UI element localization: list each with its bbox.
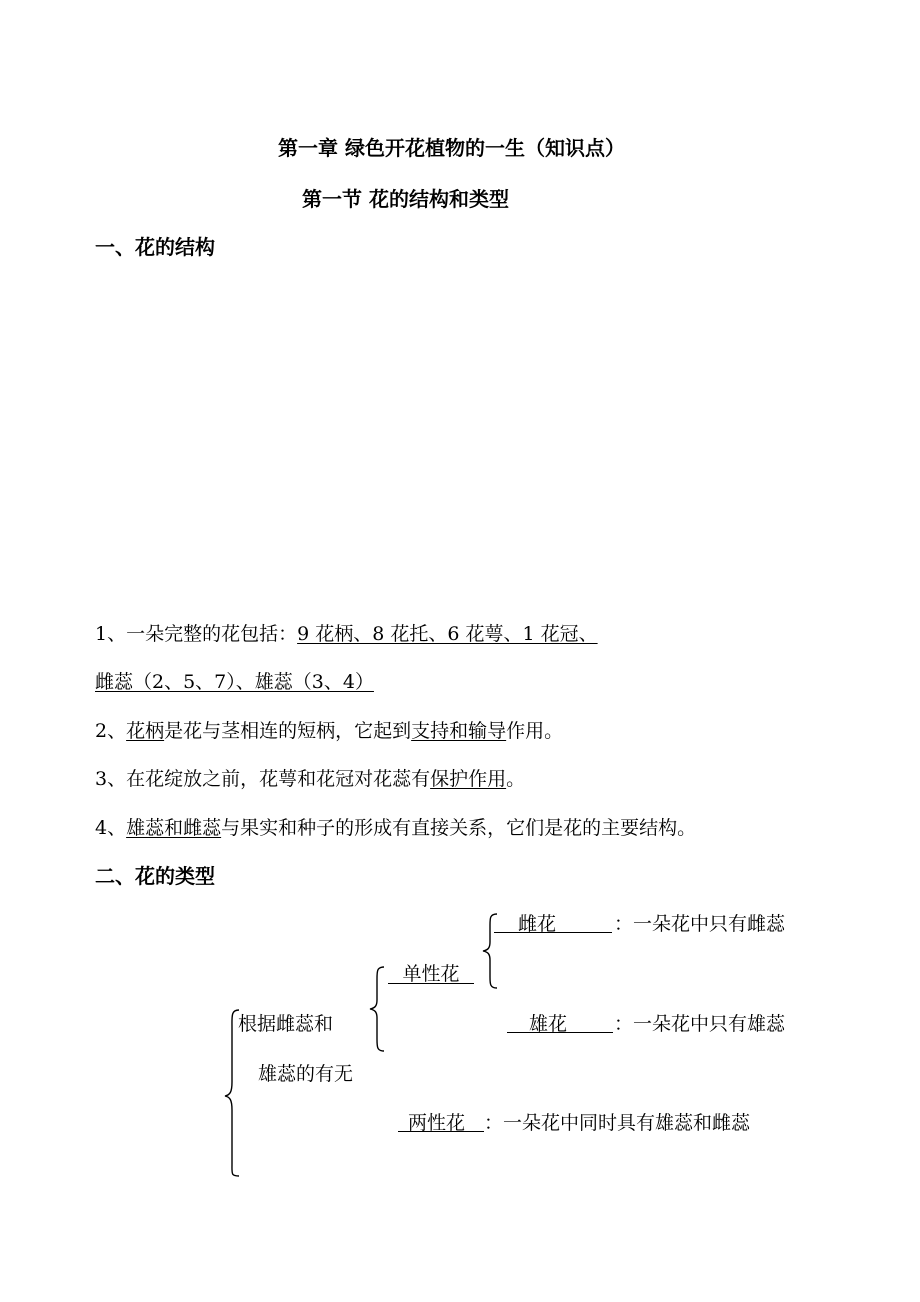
item-2-answer-2: 支持和输导 <box>411 720 507 742</box>
item-2-text: 是花与茎相连的短柄，它起到 <box>164 720 412 742</box>
female-flower-description: ：一朵花中只有雌蕊 <box>614 913 786 935</box>
item-3-prefix: 3、在花绽放之前，花萼和花冠对花蕊有 <box>95 768 431 790</box>
item-1-prefix: 1、一朵完整的花包括： <box>95 623 298 645</box>
item-1-line-1 <box>95 619 598 646</box>
section-heading-types: 二、花的类型 <box>95 864 215 888</box>
item-3-suffix: 。 <box>506 768 526 790</box>
item-2-suffix: 作用。 <box>506 720 564 742</box>
bisexual-flower-label: 两性花 <box>398 1108 484 1132</box>
item-3-answer: 保护作用 <box>430 768 507 790</box>
diagram-root-line-1: 根据雌蕊和 <box>238 1013 334 1035</box>
section-subtitle: 第一节 花的结构和类型 <box>302 187 509 211</box>
male-flower-label: 雄花 <box>507 1009 613 1033</box>
item-1-answer-line-2: 雌蕊（2、5、7）、雄蕊（3、4） <box>95 671 374 693</box>
item-2-answer-1: 花柄 <box>126 720 165 742</box>
item-4 <box>95 813 696 840</box>
item-3 <box>95 764 525 791</box>
female-flower-label: 雌花 <box>494 909 612 933</box>
item-1-line-2 <box>95 667 374 694</box>
item-1-answer-line-1: 9 花柄、8 花托、6 花萼、1 花冠、 <box>297 623 598 645</box>
diagram-root-line-2: 雄蕊的有无 <box>258 1063 354 1085</box>
page-title: 第一章 绿色开花植物的一生（知识点） <box>278 136 625 160</box>
item-4-answer: 雄蕊和雌蕊 <box>126 817 222 839</box>
unisexual-brace <box>367 965 387 1053</box>
item-2-prefix: 2、 <box>95 720 127 742</box>
item-4-suffix: 与果实和种子的形成有直接关系，它们是花的主要结构。 <box>221 817 697 839</box>
bisexual-flower-description: ：一朵花中同时具有雄蕊和雌蕊 <box>484 1112 751 1134</box>
item-2 <box>95 716 563 743</box>
section-heading-structure: 一、花的结构 <box>95 235 215 259</box>
male-flower-description: ：一朵花中只有雄蕊 <box>614 1013 786 1035</box>
item-4-prefix: 4、 <box>95 817 127 839</box>
unisexual-flower-label: 单性花 <box>388 959 474 984</box>
